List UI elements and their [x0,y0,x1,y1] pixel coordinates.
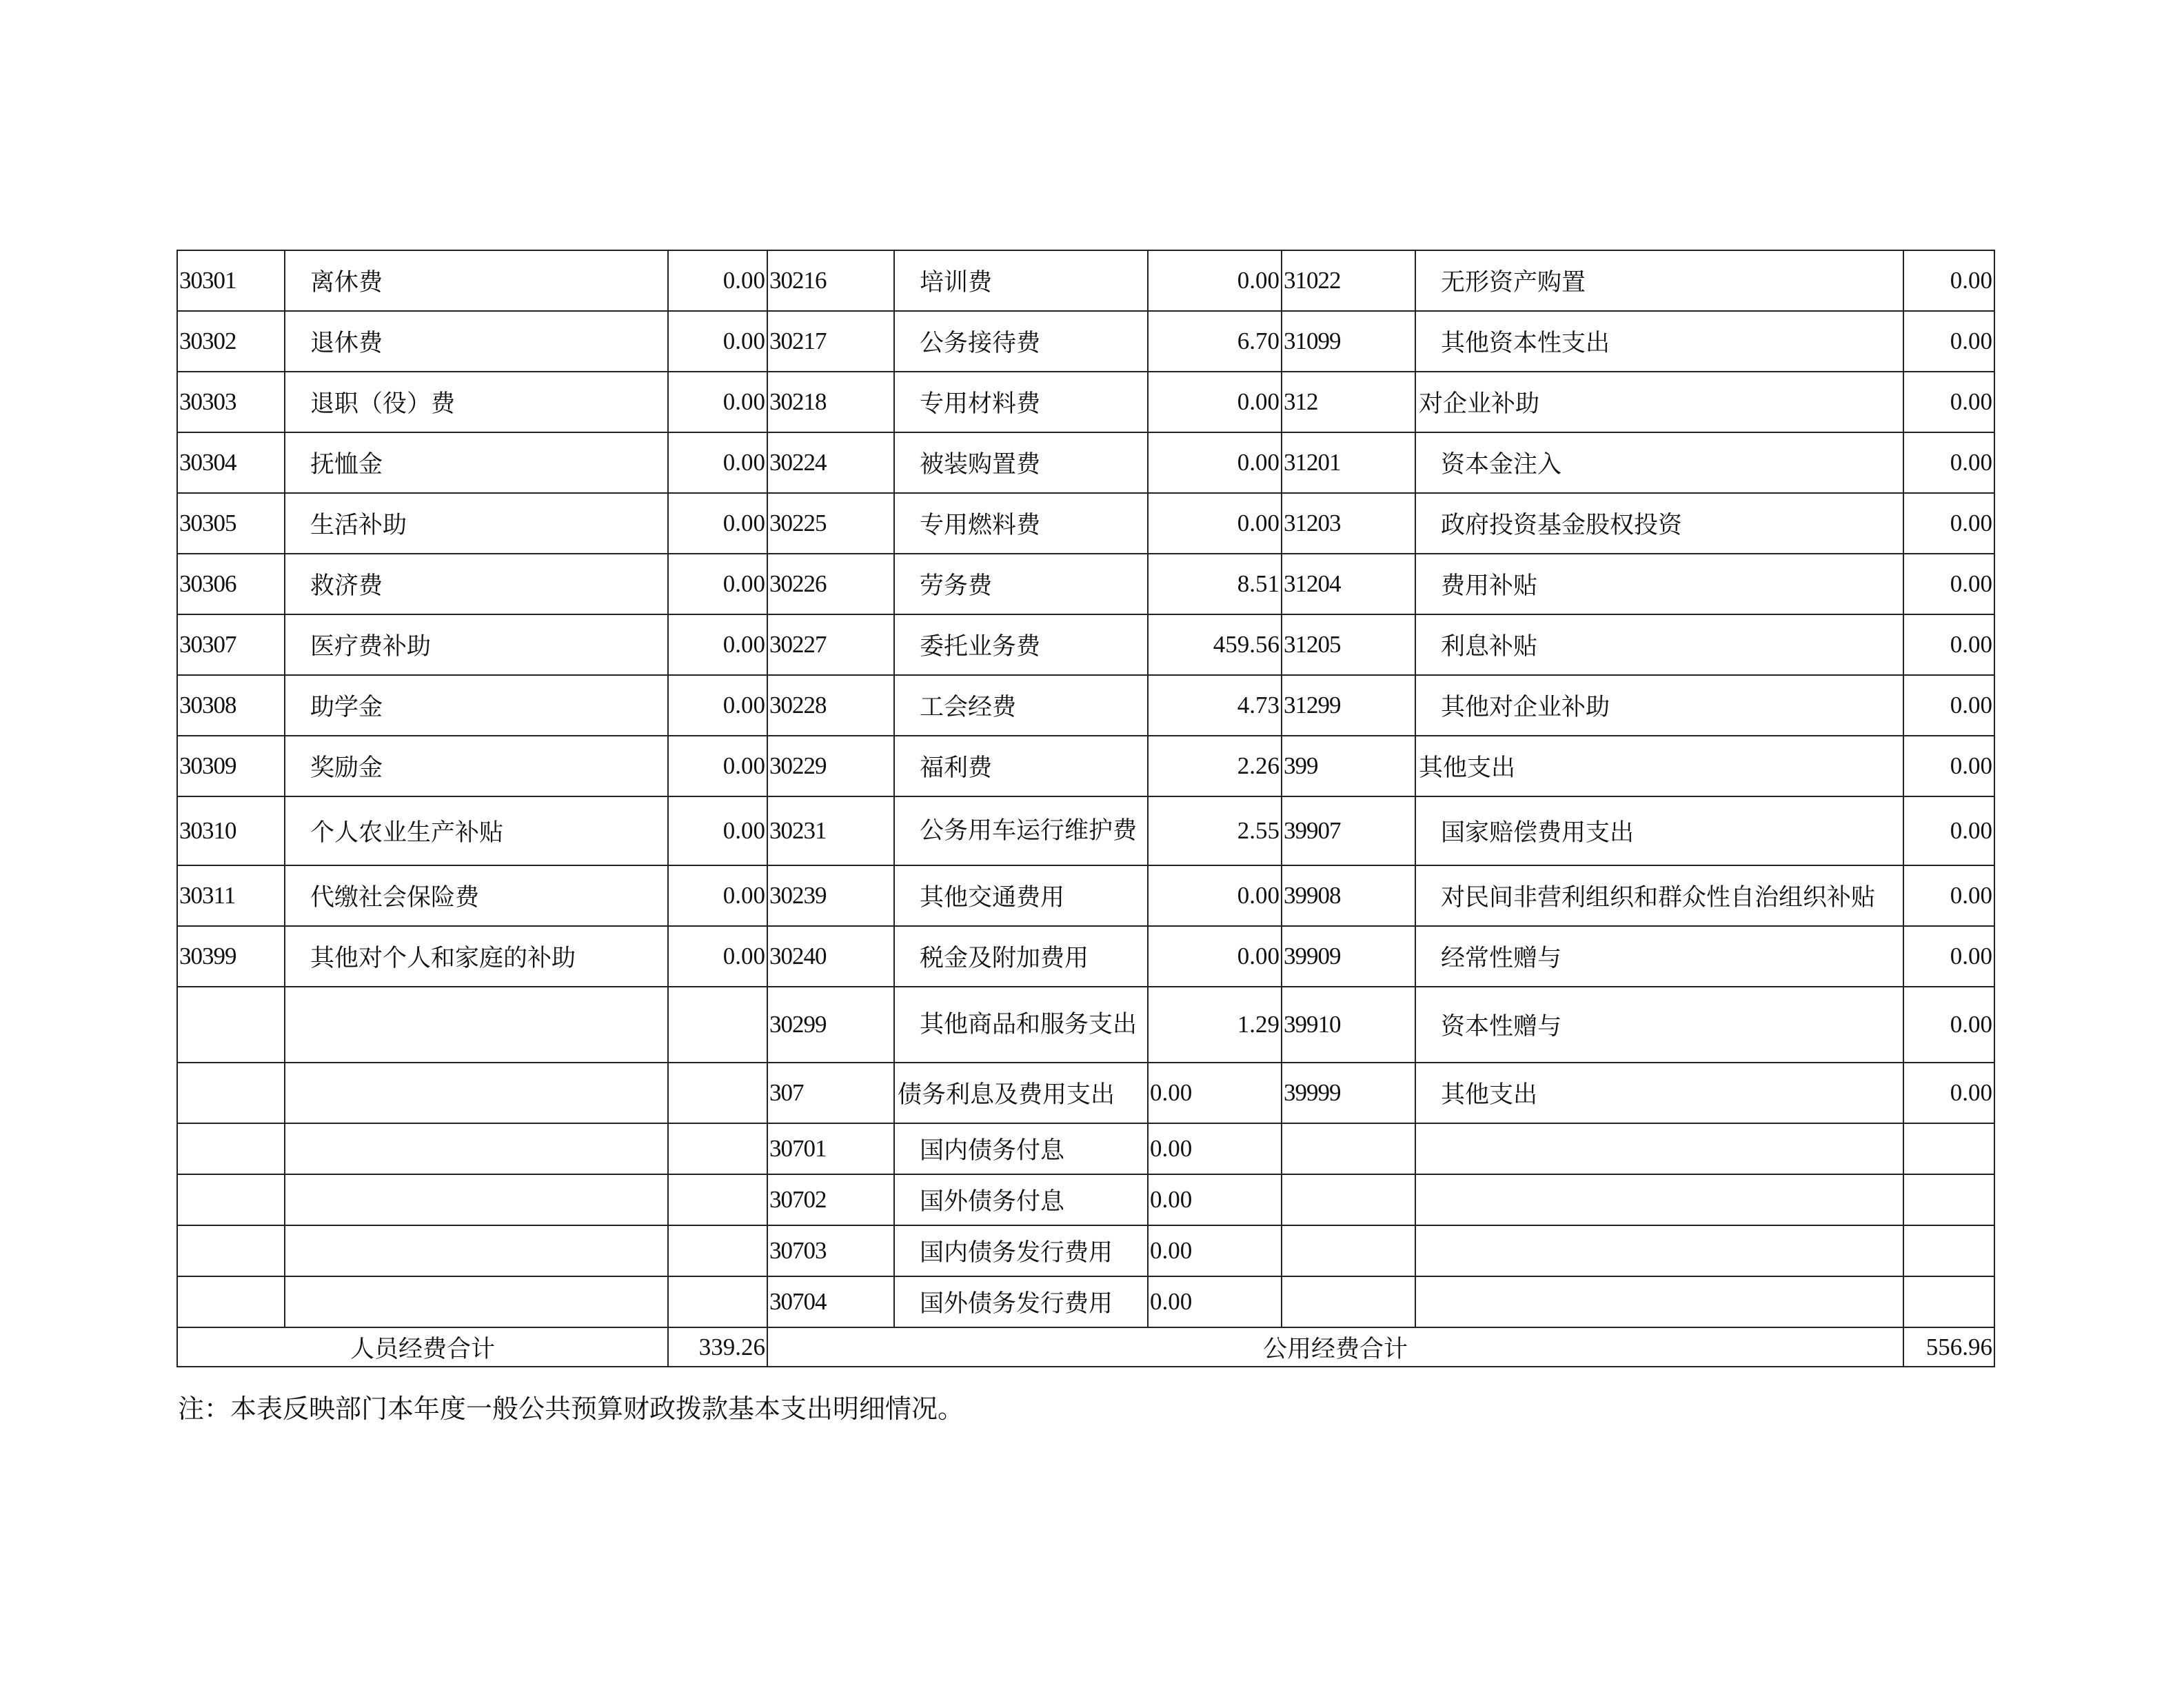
col2-name: 委托业务费 [894,614,1148,675]
col1-code: 30309 [177,736,285,796]
table-row [177,796,1994,865]
col2-amount: 0.00 [1148,493,1282,554]
col2-amount: 8.51 [1148,554,1282,614]
public-total-value: 556.96 [1903,1327,1994,1367]
col2-amount: 0.00 [1148,1225,1282,1276]
col1-amount [668,1063,767,1123]
col1-amount: 0.00 [668,554,767,614]
col3-name: 其他支出 [1415,736,1903,796]
col2-name: 税金及附加费用 [894,926,1148,987]
col3-amount [1903,1225,1994,1276]
col1-amount: 0.00 [668,250,767,311]
col1-name [285,987,668,1063]
col1-name: 救济费 [285,554,668,614]
col2-code: 30231 [767,796,894,865]
col2-amount: 4.73 [1148,675,1282,736]
col2-amount: 2.55 [1148,796,1282,865]
col3-amount: 0.00 [1903,554,1994,614]
col1-name: 退职（役）费 [285,372,668,432]
col3-amount: 0.00 [1903,372,1994,432]
col3-amount: 0.00 [1903,675,1994,736]
col1-amount: 0.00 [668,865,767,926]
col3-code: 31204 [1282,554,1415,614]
col2-name: 专用燃料费 [894,493,1148,554]
col1-name: 离休费 [285,250,668,311]
col3-code: 31299 [1282,675,1415,736]
table-row [177,250,1994,311]
col3-name: 资本金注入 [1415,432,1903,493]
col1-code: 30305 [177,493,285,554]
col3-amount: 0.00 [1903,987,1994,1063]
col3-amount [1903,1174,1994,1225]
col1-name [285,1123,668,1174]
totals-row [177,1327,1994,1367]
col1-code [177,1225,285,1276]
col3-name: 经常性赠与 [1415,926,1903,987]
col3-amount: 0.00 [1903,865,1994,926]
col1-name: 生活补助 [285,493,668,554]
col3-code: 39909 [1282,926,1415,987]
col2-amount: 0.00 [1148,250,1282,311]
col2-amount: 0.00 [1148,1276,1282,1327]
col2-code: 30702 [767,1174,894,1225]
col1-code: 30307 [177,614,285,675]
col1-code [177,1276,285,1327]
col3-name [1415,1276,1903,1327]
col3-amount: 0.00 [1903,311,1994,372]
col3-code: 312 [1282,372,1415,432]
table-row [177,926,1994,987]
table-row [177,372,1994,432]
col2-code: 30239 [767,865,894,926]
col2-name: 国外债务付息 [894,1174,1148,1225]
col2-amount: 6.70 [1148,311,1282,372]
col2-amount: 459.56 [1148,614,1282,675]
col1-code: 30306 [177,554,285,614]
col3-name: 对企业补助 [1415,372,1903,432]
col1-name: 其他对个人和家庭的补助 [285,926,668,987]
col1-amount: 0.00 [668,372,767,432]
col1-name: 退休费 [285,311,668,372]
col2-name: 福利费 [894,736,1148,796]
col3-amount: 0.00 [1903,796,1994,865]
col2-code: 30229 [767,736,894,796]
col2-code: 30703 [767,1225,894,1276]
col2-amount: 0.00 [1148,432,1282,493]
col2-code: 30218 [767,372,894,432]
table-row [177,1225,1994,1276]
table-row [177,1063,1994,1123]
col3-name: 费用补贴 [1415,554,1903,614]
col3-amount: 0.00 [1903,432,1994,493]
col1-amount: 0.00 [668,493,767,554]
col1-amount: 0.00 [668,796,767,865]
col2-name: 专用材料费 [894,372,1148,432]
col3-name: 其他对企业补助 [1415,675,1903,736]
col2-code: 30226 [767,554,894,614]
col3-amount: 0.00 [1903,614,1994,675]
col2-name: 其他商品和服务支出 [894,987,1148,1063]
col3-amount: 0.00 [1903,250,1994,311]
col3-code [1282,1276,1415,1327]
col1-name: 医疗费补助 [285,614,668,675]
table-row [177,865,1994,926]
col3-name: 利息补贴 [1415,614,1903,675]
col2-code: 307 [767,1063,894,1123]
col3-amount: 0.00 [1903,926,1994,987]
table-row [177,1174,1994,1225]
col2-code: 30701 [767,1123,894,1174]
col1-name [285,1225,668,1276]
col3-name: 国家赔偿费用支出 [1415,796,1903,865]
col2-amount: 0.00 [1148,1123,1282,1174]
col1-amount: 0.00 [668,736,767,796]
col1-code: 30301 [177,250,285,311]
table-row [177,493,1994,554]
personnel-total-label: 人员经费合计 [177,1327,668,1367]
public-total-label: 公用经费合计 [767,1327,1903,1367]
table-row [177,614,1994,675]
col3-name: 无形资产购置 [1415,250,1903,311]
col3-code: 39907 [1282,796,1415,865]
table-row [177,554,1994,614]
col1-name: 抚恤金 [285,432,668,493]
col1-amount: 0.00 [668,432,767,493]
col1-name [285,1174,668,1225]
col3-name: 资本性赠与 [1415,987,1903,1063]
col1-amount [668,1225,767,1276]
table-body [177,250,1994,1327]
col3-name: 政府投资基金股权投资 [1415,493,1903,554]
col3-name: 对民间非营利组织和群众性自治组织补贴 [1415,865,1903,926]
col2-name: 其他交通费用 [894,865,1148,926]
col1-amount: 0.00 [668,614,767,675]
col1-code [177,987,285,1063]
col1-code [177,1063,285,1123]
col3-name [1415,1174,1903,1225]
col3-code: 31022 [1282,250,1415,311]
col1-code: 30303 [177,372,285,432]
col1-code [177,1123,285,1174]
col2-name: 国内债务发行费用 [894,1225,1148,1276]
col3-code: 39999 [1282,1063,1415,1123]
col3-code: 31201 [1282,432,1415,493]
col1-name [285,1276,668,1327]
col3-amount [1903,1276,1994,1327]
col1-amount [668,1123,767,1174]
col3-code: 31205 [1282,614,1415,675]
table-row [177,736,1994,796]
col1-amount [668,987,767,1063]
col1-code: 30308 [177,675,285,736]
col2-code: 30299 [767,987,894,1063]
table-row [177,987,1994,1063]
col3-amount: 0.00 [1903,493,1994,554]
col2-code: 30240 [767,926,894,987]
col2-name: 国外债务发行费用 [894,1276,1148,1327]
table-row [177,1276,1994,1327]
table-footnote: 注：本表反映部门本年度一般公共预算财政拨款基本支出明细情况。 [178,1394,964,1424]
col2-code: 30704 [767,1276,894,1327]
col3-amount: 0.00 [1903,736,1994,796]
col3-name: 其他资本性支出 [1415,311,1903,372]
col1-code: 30311 [177,865,285,926]
col1-code [177,1174,285,1225]
col3-code: 39910 [1282,987,1415,1063]
budget-detail-table [176,250,1995,1367]
col2-amount: 0.00 [1148,926,1282,987]
table-row [177,675,1994,736]
col2-name: 培训费 [894,250,1148,311]
col1-amount: 0.00 [668,926,767,987]
col3-name [1415,1123,1903,1174]
col2-code: 30225 [767,493,894,554]
col1-code: 30304 [177,432,285,493]
col2-name: 债务利息及费用支出 [894,1063,1148,1123]
col1-code: 30302 [177,311,285,372]
col2-amount: 1.29 [1148,987,1282,1063]
col1-name: 助学金 [285,675,668,736]
col3-code: 399 [1282,736,1415,796]
table-row [177,432,1994,493]
col1-amount [668,1174,767,1225]
col2-code: 30216 [767,250,894,311]
col1-name [285,1063,668,1123]
col3-name: 其他支出 [1415,1063,1903,1123]
col2-amount: 0.00 [1148,372,1282,432]
col3-amount [1903,1123,1994,1174]
col3-code: 31203 [1282,493,1415,554]
col2-code: 30227 [767,614,894,675]
col1-code: 30399 [177,926,285,987]
col1-name: 代缴社会保险费 [285,865,668,926]
col2-amount: 0.00 [1148,1063,1282,1123]
table-row [177,1123,1994,1174]
col2-code: 30224 [767,432,894,493]
col3-code [1282,1174,1415,1225]
col3-amount: 0.00 [1903,1063,1994,1123]
col1-code: 30310 [177,796,285,865]
col3-code [1282,1225,1415,1276]
personnel-total-value: 339.26 [668,1327,767,1367]
col2-amount: 0.00 [1148,1174,1282,1225]
col3-name [1415,1225,1903,1276]
table-row [177,311,1994,372]
col2-amount: 2.26 [1148,736,1282,796]
col2-name: 被装购置费 [894,432,1148,493]
col2-code: 30217 [767,311,894,372]
col1-amount [668,1276,767,1327]
col1-amount: 0.00 [668,311,767,372]
col1-name: 个人农业生产补贴 [285,796,668,865]
col1-amount: 0.00 [668,675,767,736]
col2-name: 劳务费 [894,554,1148,614]
col2-name: 国内债务付息 [894,1123,1148,1174]
col1-name: 奖励金 [285,736,668,796]
col2-name: 工会经费 [894,675,1148,736]
col2-name: 公务用车运行维护费 [894,796,1148,865]
col2-amount: 0.00 [1148,865,1282,926]
col3-code: 31099 [1282,311,1415,372]
col2-code: 30228 [767,675,894,736]
col2-name: 公务接待费 [894,311,1148,372]
col3-code: 39908 [1282,865,1415,926]
col3-code [1282,1123,1415,1174]
